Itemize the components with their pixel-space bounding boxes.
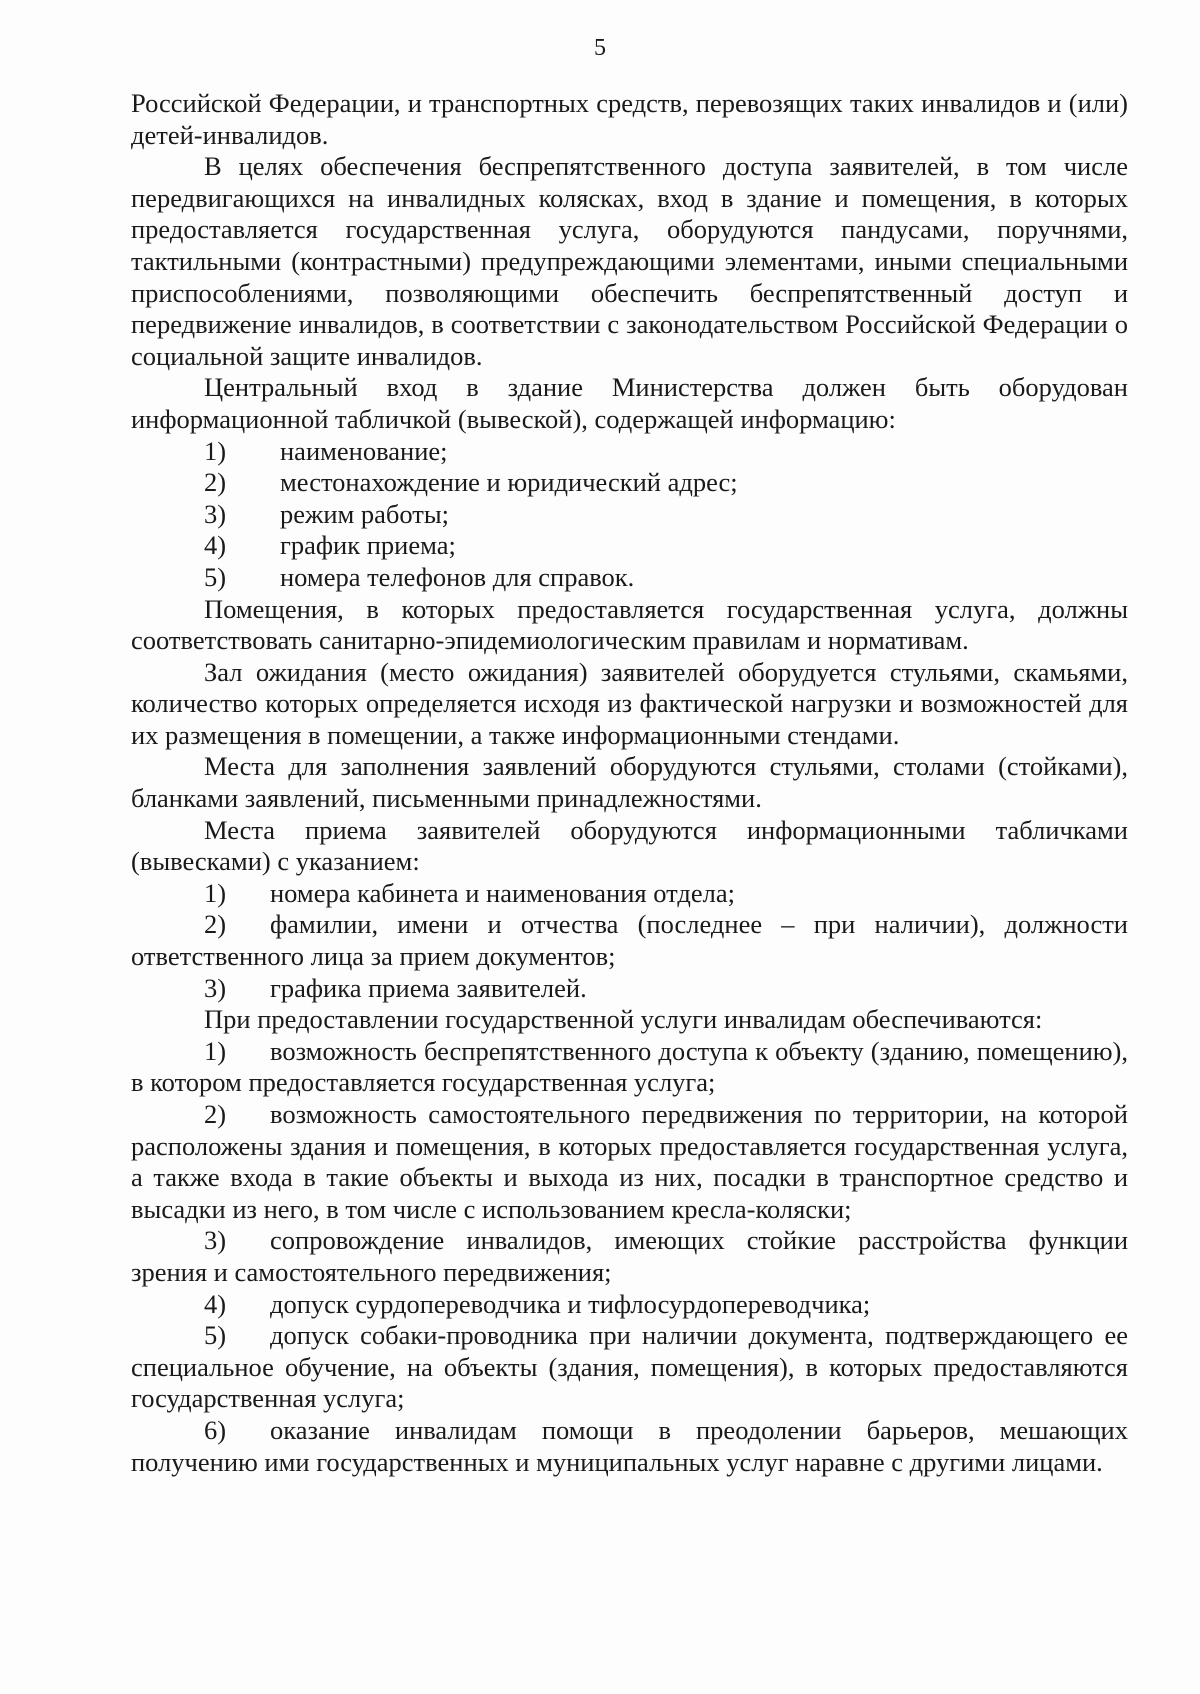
- list-item-text: возможность беспрепятственного доступа к объекту (зданию, помещению), в котором предоставляется государственная услуга;: [131, 1035, 1128, 1098]
- list-item: [131, 1225, 1128, 1288]
- document-body: [131, 88, 1128, 1478]
- list-item-number: 2): [204, 1099, 227, 1129]
- page-number: 5: [594, 35, 606, 61]
- list-entrance-sign: [131, 436, 1128, 594]
- list-item-number: 4): [204, 530, 227, 561]
- list-item-number: 3): [204, 498, 227, 529]
- list-item: [131, 909, 1128, 972]
- paragraph-application-places: Места для заполнения заявлений оборудуются стульями, столами (стойками), бланками заявлений, письменными принадлежностями.: [131, 751, 1128, 814]
- list-item-text: графика приема заявителей.: [270, 972, 587, 1003]
- list-item: [131, 878, 1128, 910]
- list-item-text: наименование;: [280, 435, 448, 466]
- list-item-text: допуск сурдопереводчика и тифлосурдопереводчика;: [270, 1288, 871, 1319]
- list-item: [131, 973, 1128, 1005]
- list-item: [131, 1289, 1128, 1321]
- list-item-text: режим работы;: [280, 498, 450, 529]
- list-item: [131, 562, 1128, 594]
- paragraph-waiting-hall: Зал ожидания (место ожидания) заявителей оборудуется стульями, скамьями, количество которых определяется исходя из фактической нагрузки и возможностей для их размещения в помещении, а также информационными стендами.: [131, 656, 1128, 750]
- list-item-number: 4): [204, 1288, 227, 1319]
- list-item-number: 6): [204, 1414, 227, 1445]
- list-item: [131, 467, 1128, 499]
- list-item: [131, 1036, 1128, 1099]
- paragraph-central-entrance: Центральный вход в здание Министерства должен быть оборудован информационной табличкой (вывеской), содержащей информацию:: [131, 372, 1128, 434]
- list-item-number: 5): [204, 1320, 227, 1351]
- list-item-number: 2): [204, 909, 227, 940]
- paragraph-reception-places: Места приема заявителей оборудуются информационными табличками (вывесками) с указанием:: [131, 814, 1128, 877]
- paragraph-premises: Помещения, в которых предоставляется государственная услуга, должны соответствовать санитарно-эпидемиологическим правилам и нормативам.: [131, 593, 1128, 656]
- list-item: [131, 1415, 1128, 1478]
- list-item-text: возможность самостоятельного передвижения по территории, на которой расположены здания и помещения, в которых предоставляется государственная услуга, а также входа в такие объекты и выхода из них, посадки в транспортное средство и высадки из него, в том числе с использованием кресла-коляски;: [131, 1099, 1128, 1224]
- list-item-text: фамилии, имени и отчества (последнее – при наличии), должности ответственного лица за прием документов;: [131, 909, 1128, 972]
- paragraph-continuation: Российской Федерации, и транспортных средств, перевозящих таких инвалидов и (или) детей-инвалидов.: [131, 88, 1128, 150]
- list-item: [131, 530, 1128, 562]
- list-item-number: 3): [204, 1225, 227, 1256]
- list-item-number: 5): [204, 561, 227, 592]
- list-item-number: 2): [204, 467, 227, 498]
- list-item-text: допуск собаки-проводника при наличии документа, подтверждающего ее специальное обучение, на объекты (здания, помещения), в которых предоставляются государственная услуга;: [131, 1320, 1128, 1414]
- list-disabled-provisions: [131, 1036, 1128, 1478]
- list-item-number: 1): [204, 1035, 227, 1066]
- list-item-text: оказание инвалидам помощи в преодолении барьеров, мешающих получению ими государственных и муниципальных услуг наравне с другими лицами.: [131, 1414, 1128, 1477]
- list-item: [131, 499, 1128, 531]
- list-item-text: местонахождение и юридический адрес;: [280, 467, 738, 498]
- list-item-text: график приема;: [280, 530, 456, 561]
- list-reception-signs: [131, 878, 1128, 1004]
- list-item-text: сопровождение инвалидов, имеющих стойкие расстройства функции зрения и самостоятельного передвижения;: [131, 1225, 1128, 1287]
- list-item: [131, 1099, 1128, 1225]
- paragraph-accessibility: В целях обеспечения беспрепятственного доступа заявителей, в том числе передвигающихся на инвалидных колясках, вход в здание и помещения, в которых предоставляется государственная услуга, оборудуются пандусами, поручнями, тактильными (контрастными) предупреждающими элементами, иными специальными приспособлениями, позволяющими обеспечить беспрепятственный доступ и передвижение инвалидов, в соответствии с законодательством Российской Федерации о социальной защите инвалидов.: [131, 151, 1128, 371]
- list-item: [131, 436, 1128, 468]
- list-item: [131, 1320, 1128, 1415]
- list-item-number: 1): [204, 877, 227, 908]
- list-item-number: 1): [204, 435, 227, 466]
- paragraph-disabled-provisions: При предоставлении государственной услуги инвалидам обеспечиваются:: [204, 1004, 1043, 1035]
- list-item-text: номера телефонов для справок.: [280, 561, 635, 592]
- list-item-number: 3): [204, 972, 227, 1003]
- list-item-text: номера кабинета и наименования отдела;: [270, 877, 735, 908]
